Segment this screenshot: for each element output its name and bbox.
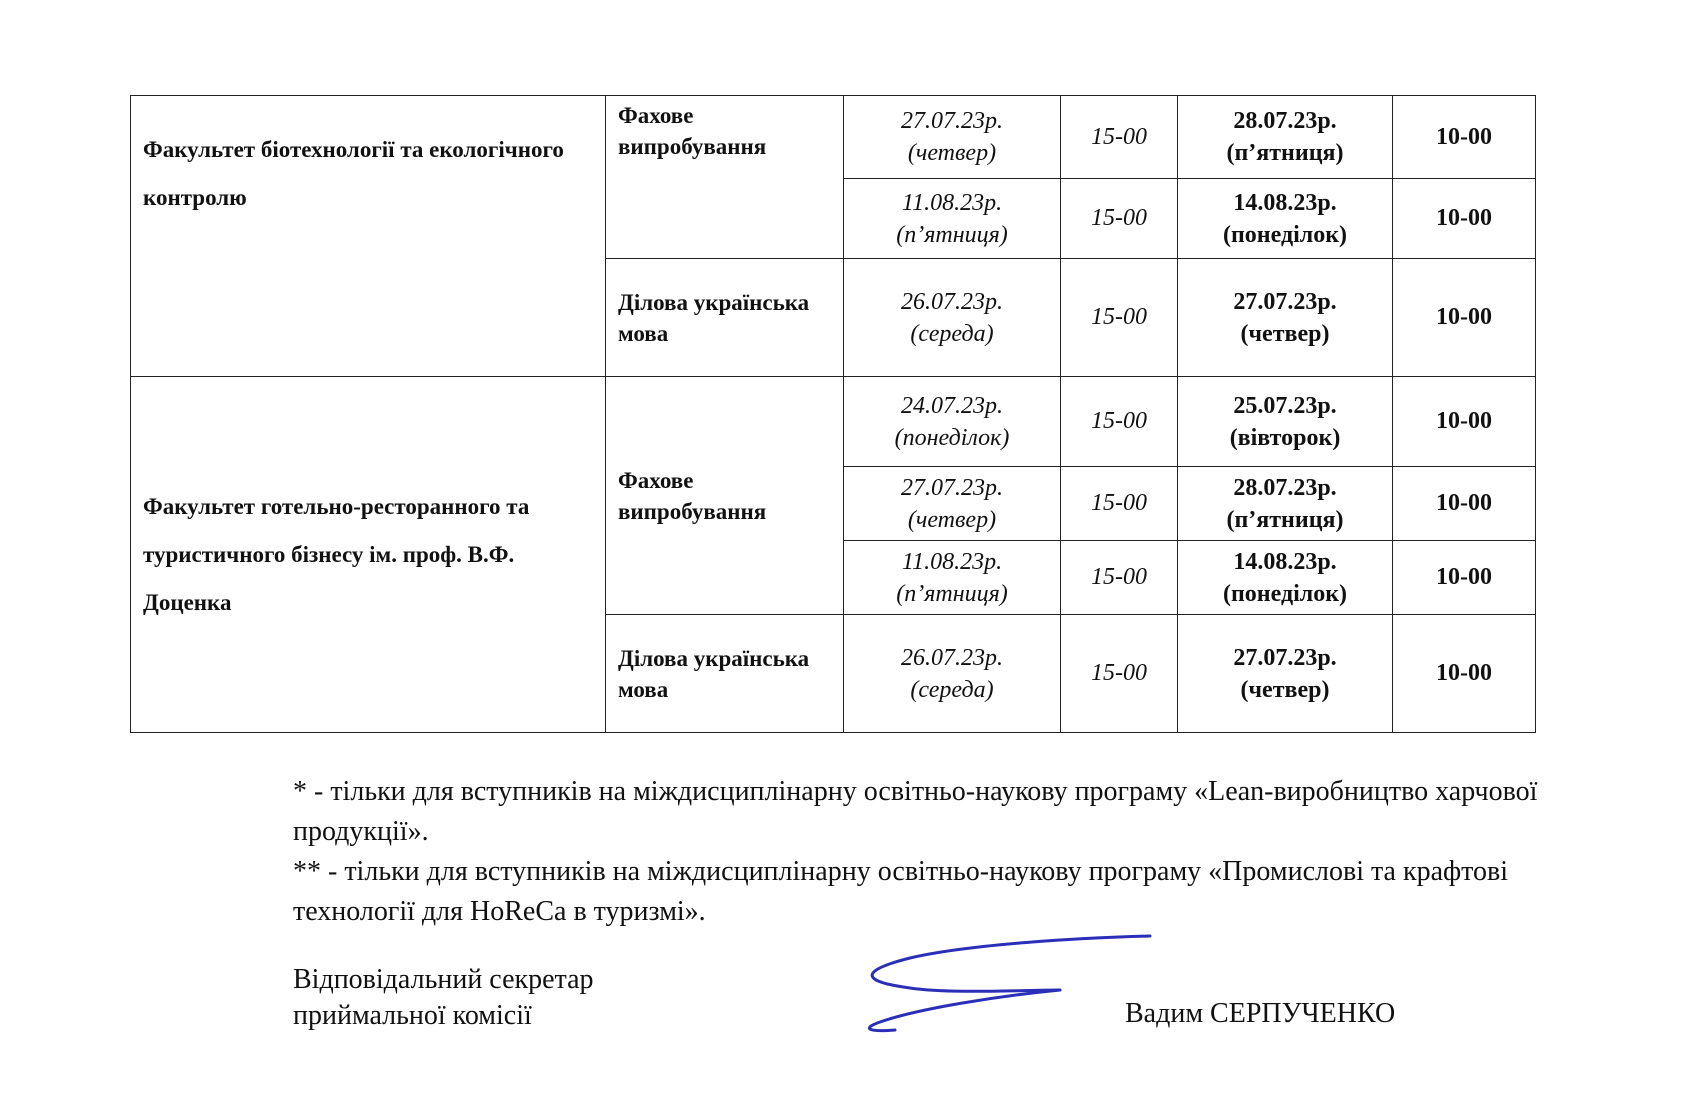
footnote: ** - тільки для вступників на міждисциплінарну освітньо-наукову програму «Промислові та крафтові технології для HoReCa в туризмі».: [293, 856, 1509, 927]
date: 14.08.23р.: [1233, 548, 1337, 575]
weekday: (середа): [910, 320, 994, 347]
weekday: (середа): [910, 676, 994, 703]
weekday: (четвер): [1240, 676, 1330, 703]
date-cell: [844, 467, 1061, 541]
date-cell: [1178, 541, 1393, 615]
subject-cell: Фахове випробування: [606, 377, 844, 615]
exam-schedule-table: [130, 95, 1536, 733]
weekday: (п’ятниця): [896, 580, 1008, 607]
footnotes: [293, 772, 1623, 932]
date-cell: [1178, 259, 1393, 377]
time-cell: 15-00: [1061, 377, 1178, 467]
weekday: (вівторок): [1229, 424, 1341, 451]
weekday: (четвер): [907, 506, 997, 533]
weekday: (понеділок): [1222, 580, 1348, 607]
weekday: (п’ятниця): [1226, 140, 1344, 166]
time-cell: 15-00: [1061, 179, 1178, 259]
date-cell: [1178, 377, 1393, 467]
weekday: (п’ятниця): [896, 221, 1008, 248]
weekday: (понеділок): [894, 424, 1010, 451]
time-cell: 10-00: [1393, 259, 1536, 377]
date: 27.07.23р.: [901, 108, 1003, 134]
time-cell: 10-00: [1393, 179, 1536, 259]
faculty-cell: Факультет біотехнології та екологічного контролю: [131, 96, 606, 377]
date-cell: [844, 615, 1061, 733]
time-cell: 10-00: [1393, 96, 1536, 179]
time-cell: 10-00: [1393, 615, 1536, 733]
signatory-title-line: Відповідальний секретар: [293, 964, 594, 995]
weekday: (п’ятниця): [1226, 506, 1344, 533]
date: 28.07.23р.: [1233, 108, 1337, 134]
date-cell: [844, 179, 1061, 259]
time-cell: 15-00: [1061, 467, 1178, 541]
weekday: (понеділок): [1222, 221, 1348, 248]
weekday: (четвер): [1240, 320, 1330, 347]
date: 27.07.23р.: [1233, 644, 1337, 671]
date: 28.07.23р.: [1233, 474, 1337, 501]
date: 27.07.23р.: [1233, 288, 1337, 315]
signatory-title: [293, 962, 594, 1034]
table-row: [131, 96, 1536, 179]
footnote: * - тільки для вступників на міждисциплінарну освітньо-наукову програму «Lean-виробництво харчової продукції».: [293, 776, 1538, 847]
date-cell: [844, 96, 1061, 179]
subject-cell: Ділова українська мова: [606, 615, 844, 733]
time-cell: 10-00: [1393, 467, 1536, 541]
date-cell: [844, 377, 1061, 467]
time-cell: 10-00: [1393, 541, 1536, 615]
date: 26.07.23р.: [901, 288, 1003, 315]
signatory-name: Вадим СЕРПУЧЕНКО: [1125, 998, 1396, 1029]
table-row: [131, 377, 1536, 467]
time-cell: 15-00: [1061, 259, 1178, 377]
date-cell: [844, 541, 1061, 615]
date-cell: [1178, 96, 1393, 179]
date: 24.07.23р.: [901, 392, 1003, 419]
time-cell: 15-00: [1061, 541, 1178, 615]
date-cell: [1178, 615, 1393, 733]
date: 14.08.23р.: [1233, 189, 1337, 216]
date-cell: [1178, 467, 1393, 541]
time-cell: 15-00: [1061, 96, 1178, 179]
faculty-cell: Факультет готельно-ресторанного та туристичного бізнесу ім. проф. В.Ф. Доценка: [131, 377, 606, 733]
time-cell: 15-00: [1061, 615, 1178, 733]
subject-cell: Ділова українська мова: [606, 259, 844, 377]
date-cell: [844, 259, 1061, 377]
date: 25.07.23р.: [1233, 392, 1337, 419]
date: 11.08.23р.: [901, 548, 1003, 575]
signatory-title-line: приймальної комісії: [293, 1000, 532, 1031]
date-cell: [1178, 179, 1393, 259]
handwritten-signature: [850, 930, 1160, 1050]
date: 11.08.23р.: [901, 189, 1003, 216]
date: 26.07.23р.: [901, 644, 1003, 671]
date: 27.07.23р.: [901, 474, 1003, 501]
weekday: (четвер): [907, 140, 997, 166]
time-cell: 10-00: [1393, 377, 1536, 467]
subject-cell: Фахове випробування: [606, 96, 844, 259]
